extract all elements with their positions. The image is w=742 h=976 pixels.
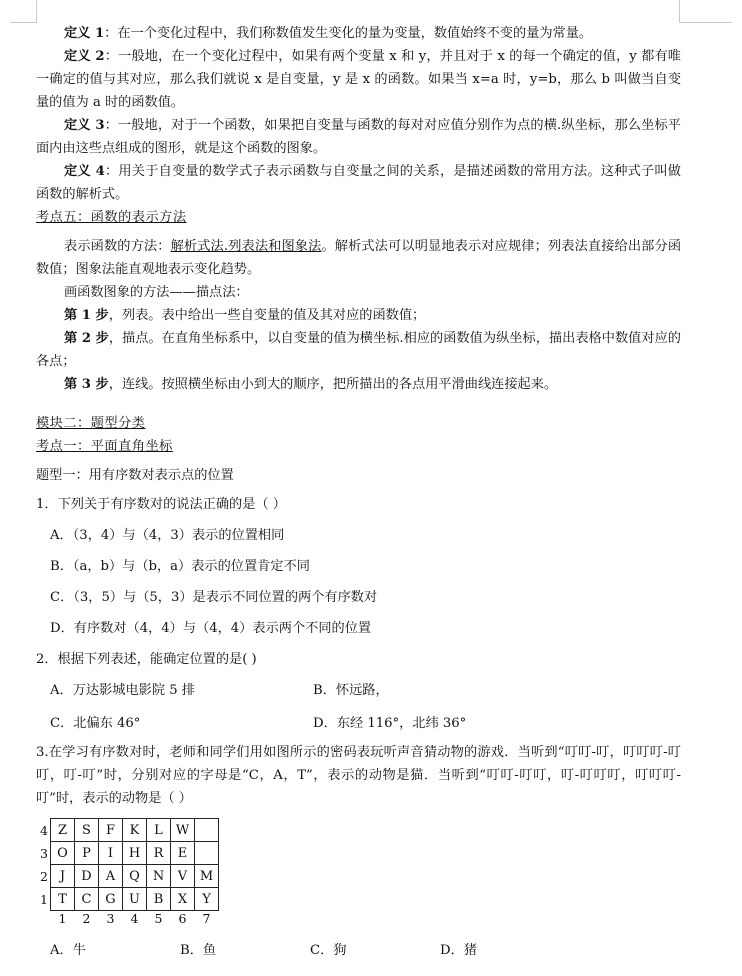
section5-heading: 考点五：函数的表示方法 [36,210,187,225]
grid-column-label: 3 [106,911,115,926]
question-1-stem: 1．下列关于有序数对的说法正确的是（ ） [36,497,286,512]
step-3: 第 3 步，连线。按照横坐标由小到大的顺序，把所描出的各点用平滑曲线连接起来。 [64,377,558,392]
question-1-option-c: C．（3，5）与（5，3）是表示不同位置的两个有序数对 [50,590,378,605]
grid-column-label: 1 [58,911,67,926]
question-2-options-row-2 [36,712,681,735]
grid-cell: O [51,842,75,865]
grid-cell: Z [51,819,75,842]
grid-row [36,865,219,888]
grid-row-label: 1 [40,891,48,907]
grid-column-labels [36,911,219,928]
grid-cell: C [75,888,99,911]
grid-cell: H [123,842,147,865]
grid-row-label: 4 [40,822,48,838]
module2-subheading: 考点一：平面直角坐标 [36,439,173,454]
question-2-option-d: D．东经 116°，北纬 36° [313,716,467,731]
grid-column-label: 7 [202,911,211,926]
question-3-option-b: B．鱼 [180,943,217,958]
grid-cell: S [75,819,99,842]
grid-cell: V [171,865,195,888]
grid-cell: X [171,888,195,911]
grid-cell: I [99,842,123,865]
page-corner-mark-left [10,0,37,23]
grid-cell [195,819,219,842]
cipher-grid [36,818,681,927]
grid-column-label: 4 [130,911,139,926]
grid-cell: G [99,888,123,911]
grid-cell: Y [195,888,219,911]
grid-cell: W [171,819,195,842]
grid-cell: B [147,888,171,911]
grid-cell: J [51,865,75,888]
cipher-table [36,818,219,927]
question-2-option-c: C．北偏东 46° [50,716,141,731]
question-3-answers [36,939,681,962]
grid-row [36,819,219,842]
question-2-stem: 2．根据下列表述，能确定位置的是( ) [36,652,257,667]
grid-cell: R [147,842,171,865]
question-3-option-d: D．猪 [440,943,477,958]
grid-cell: U [123,888,147,911]
grid-cell: Q [123,865,147,888]
question-1-option-b: B．（a，b）与（b，a）表示的位置肯定不同 [50,559,310,574]
methods-underlined: 解析式法.列表法和图象法 [170,239,322,254]
grid-cell: F [99,819,123,842]
grid-row-label: 2 [40,868,48,884]
question-2-options-row-1 [36,679,681,702]
question-3-option-a: A．牛 [50,943,86,958]
grid-column-label: 6 [178,911,187,926]
grid-cell: N [147,865,171,888]
plotting-method-line: 画函数图象的方法——描点法： [64,285,249,300]
definition-3: 定义 3：一般地，对于一个函数，如果把自变量与函数的每对对应值分别作为点的横.纵坐标，那么坐标平面内由这些点组成的图形，就是这个函数的图象。 [36,118,681,156]
grid-cell: A [99,865,123,888]
grid-cell: P [75,842,99,865]
grid-cell [195,842,219,865]
definition-4: 定义 4：用关于自变量的数学式子表示函数与自变量之间的关系，是描述函数的常用方法。这种式子叫做函数的解析式。 [36,164,681,202]
grid-column-label: 2 [82,911,91,926]
question-1-option-d: D．有序数对（4，4）与（4，4）表示两个不同的位置 [50,621,372,636]
grid-column-label: 5 [154,911,163,926]
definition-1: 定义 1：在一个变化过程中，我们称数值发生变化的量为变量，数值始终不变的量为常量。 [64,26,593,41]
module2-heading: 模块二：题型分类 [36,416,146,431]
question-1-option-a: A．（3，4）与（4，3）表示的位置相同 [50,528,285,543]
definition-2: 定义 2：一般地，在一个变化过程中，如果有两个变量 x 和 y，并且对于 x 的每一个确定的值，y 都有唯一确定的值与其对应，那么我们就说 x 是自变量，y 是 x 的函数。如果当 x=a 时，y=b，那么 b 叫做当自变量的值为 a 时的函数值。 [36,49,681,110]
page-corner-mark-right [679,0,732,23]
grid-cell: D [75,865,99,888]
grid-cell: K [123,819,147,842]
grid-row-label: 3 [40,845,48,861]
question-3-stem: 3.在学习有序数对时，老师和同学们用如图所示的密码表玩听声音猜动物的游戏．当听到“叮叮-叮，叮叮叮-叮叮，叮-叮”时，分别对应的字母是“C，A，T”，表示的动物是猫．当听到“叮叮-叮叮，叮-叮叮叮，叮叮叮-叮”时，表示的动物是（ ） [36,745,681,806]
grid-cell: M [195,865,219,888]
grid-cell: L [147,819,171,842]
grid-cell: T [51,888,75,911]
grid-corner [36,911,51,928]
question-3-option-c: C．狗 [310,943,347,958]
question-2-option-a: A．万达影城电影院 5 排 [50,683,195,698]
grid-row [36,842,219,865]
step-2: 第 2 步，描点。在直角坐标系中，以自变量的值为横坐标.相应的函数值为纵坐标，描出表格中数值对应的各点； [36,331,681,369]
document-page [36,22,681,962]
question-2-option-b: B．怀远路， [313,683,389,698]
section5-methods-paragraph: 表示函数的方法：解析式法.列表法和图象法。解析式法可以明显地表示对应规律；列表法直接给出部分函数值；图象法能直观地表示变化趋势。 [36,239,682,277]
grid-cell: E [171,842,195,865]
grid-row [36,888,219,911]
question-type-1: 题型一：用有序数对表示点的位置 [36,468,234,483]
step-1: 第 1 步，列表。表中给出一些自变量的值及其对应的函数值； [64,308,426,323]
